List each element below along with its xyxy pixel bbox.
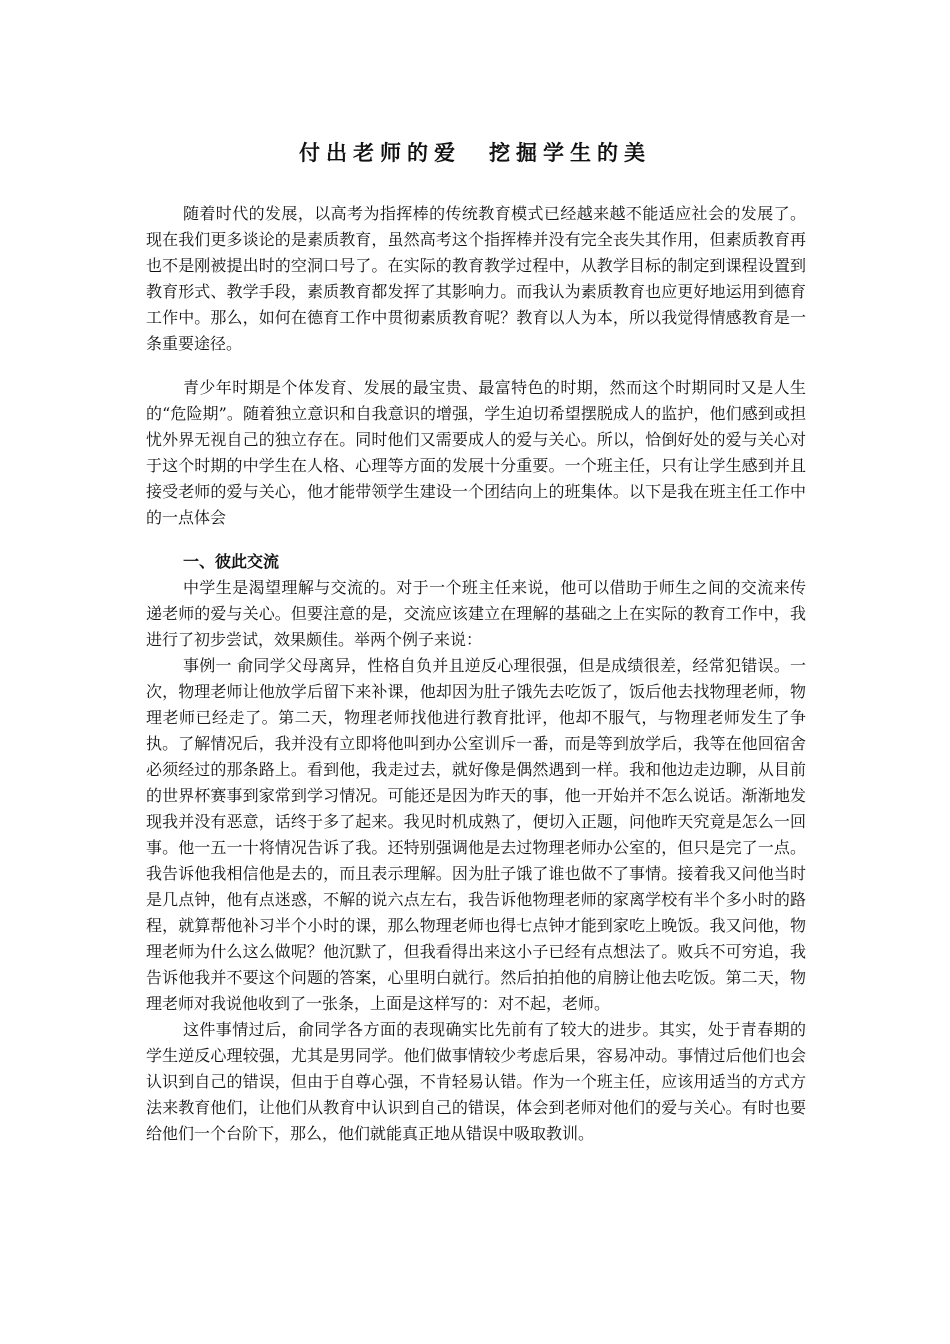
intro-block-1 xyxy=(146,201,806,357)
intro-paragraph-1: 随着时代的发展，以高考为指挥棒的传统教育模式已经越来越不能适应社会的发展了。现在我们更多谈论的是素质教育，虽然高考这个指挥棒并没有完全丧失其作用，但素质教育再也不是刚被提出时的空洞口号了。在实际的教育教学过程中，从教学目标的制定到课程设置到教育形式、教学手段，素质教育都发挥了其影响力。而我认为素质教育也应更好地运用到德育工作中。那么，如何在德育工作中贯彻素质教育呢？教育以人为本，所以我觉得情感教育是一条重要途径。 xyxy=(146,204,806,353)
intro-paragraph-2: 青少年时期是个体发育、发展的最宝贵、最富特色的时期，然而这个时期同时又是人生的“危险期”。随着独立意识和自我意识的增强，学生迫切希望摆脱成人的监护，他们感到或担忧外界无视自己的独立存在。同时他们又需要成人的爱与关心。所以，恰倒好处的爱与关心对于这个时期的中学生在人格、心理等方面的发展十分重要。一个班主任，只有让学生感到并且接受老师的爱与关心，他才能带领学生建设一个团结向上的班集体。以下是我在班主任工作中的一点体会 xyxy=(146,378,806,527)
title-part-1: 付出老师的爱 xyxy=(299,140,461,165)
section-1 xyxy=(146,549,806,1147)
section-1-paragraph-1: 中学生是渴望理解与交流的。对于一个班主任来说，他可以借助于师生之间的交流来传递老师的爱与关心。但要注意的是，交流应该建立在理解的基础之上在实际的教育工作中，我进行了初步尝试，效果颇佳。举两个例子来说： xyxy=(146,578,806,649)
intro-block-2 xyxy=(146,375,806,531)
section-1-paragraph-3: 这件事情过后，俞同学各方面的表现确实比先前有了较大的进步。其实，处于青春期的学生逆反心理较强，尤其是男同学。他们做事情较少考虑后果，容易冲动。事情过后他们也会认识到自己的错误，但由于自尊心强，不肯轻易认错。作为一个班主任，应该用适当的方式方法来教育他们，让他们从教育中认识到自己的错误，体会到老师对他们的爱与关心。有时也要给他们一个台阶下，那么，他们就能真正地从错误中吸取教训。 xyxy=(146,1020,806,1143)
section-1-paragraph-2: 事例一 俞同学父母离异，性格自负并且逆反心理很强，但是成绩很差，经常犯错误。一次，物理老师让他放学后留下来补课，他却因为肚子饿先去吃饭了，饭后他去找物理老师，物理老师已经走了。第二天，物理老师找他进行教育批评，他却不服气，与物理老师发生了争执。了解情况后，我并没有立即将他叫到办公室训斥一番，而是等到放学后，我等在他回宿舍必须经过的那条路上。看到他，我走过去，就好像是偶然遇到一样。我和他边走边聊，从目前的世界杯赛事到家常到学习情况。可能还是因为昨天的事，他一开始并不怎么说话。渐渐地发现我并没有恶意，话终于多了起来。我见时机成熟了，便切入正题，问他昨天究竟是怎么一回事。他一五一十将情况告诉了我。还特别强调他是去过物理老师办公室的，但只是完了一点。我告诉他我相信他是去的，而且表示理解。因为肚子饿了谁也做不了事情。接着我又问他当时是几点钟，他有点迷惑，不解的说六点左右，我告诉他物理老师的家离学校有半个多小时的路程，就算帮他补习半个小时的课，那么物理老师也得七点钟才能到家吃上晚饭。我又问他，物理老师为什么这么做呢？他沉默了，但我看得出来这小子已经有点想法了。败兵不可穷追，我告诉他我并不要这个问题的答案，心里明白就行。然后拍拍他的肩膀让他去吃饭。第二天，物理老师对我说他收到了一张条，上面是这样写的：对不起，老师。 xyxy=(146,656,806,1013)
title-part-2: 挖掘学生的美 xyxy=(489,140,651,165)
document-title xyxy=(0,138,950,168)
section-1-heading: 一、彼此交流 xyxy=(183,552,280,571)
